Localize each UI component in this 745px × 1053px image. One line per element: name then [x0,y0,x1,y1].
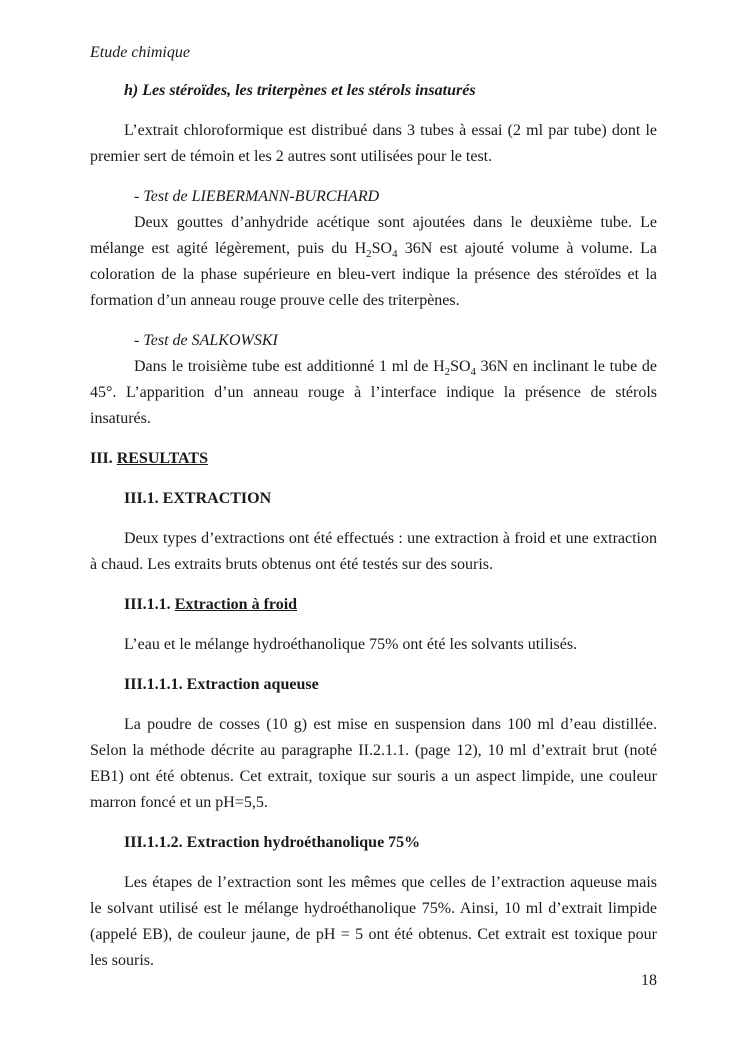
heading-extraction-hydroethanolique: III.1.1.2. Extraction hydroéthanolique 75% [124,834,421,851]
heading-resultats-number: III. [90,450,117,467]
heading-extraction-a-froid-number: III.1.1. [124,596,175,613]
heading-resultats [90,446,657,472]
paragraph-extraction-aqueuse: La poudre de cosses (10 g) est mise en suspension dans 100 ml d’eau distillée. Selon la méthode décrite au paragraphe II.2.1.1. (page 12), 10 ml d’extrait brut (noté EB1) ont été obtenus. Cet extrait, toxique sur souris a un aspect limpide, une couleur marron foncé et un pH=5,5. [90,716,657,811]
heading-extraction-a-froid-title: Extraction à froid [174,596,298,613]
paragraph-solvants-utilises: L’eau et le mélange hydroéthanolique 75% ont été les solvants utilisés. [124,636,578,653]
running-header: Etude chimique [90,44,190,61]
heading-extraction-a-froid [90,592,657,618]
paragraph-test-liebermann: Deux gouttes d’anhydride acétique sont ajoutées dans le deuxième tube. Le mélange est agité légèrement, puis du $H_2SO_4$ 36N est ajouté volume à volume. La coloration de la phase supérieure en bleu-vert indique la présence des stéroïdes et la formation d’un anneau rouge prouve celle des triterpènes. [90,214,657,309]
heading-resultats-title: RESULTATS [116,450,208,467]
paragraph-deux-types-extractions: Deux types d’extractions ont été effectués : une extraction à froid et une extraction à chaud. Les extraits bruts obtenus ont été testés sur des souris. [90,530,657,573]
heading-extraction-aqueuse: III.1.1.1. Extraction aqueuse [124,676,319,693]
page-number: 18 [641,972,657,989]
heading-extraction: III.1. EXTRACTION [124,490,272,507]
paragraph-test-salkowski: Dans le troisième tube est additionné 1 ml de $H_2SO_4$ 36N en inclinant le tube de 45°. L’apparition d’un anneau rouge à l’interface indique la présence de stérols insaturés. [90,358,658,427]
heading-test-salkowski: - Test de SALKOWSKI [134,332,278,349]
paragraph-intro-extrait-chloroformique: L’extrait chloroformique est distribué dans 3 tubes à essai (2 ml par tube) dont le premier sert de témoin et les 2 autres sont utilisées pour le test. [90,122,657,165]
heading-test-liebermann-burchard: - Test de LIEBERMANN-BURCHARD [134,188,380,205]
heading-steroides-triterpenes: h) Les stéroïdes, les triterpènes et les stérols insaturés [124,82,476,99]
paragraph-extraction-hydroethanolique: Les étapes de l’extraction sont les mêmes que celles de l’extraction aqueuse mais le solvant utilisé est le mélange hydroéthanolique 75%. Ainsi, 10 ml d’extrait limpide (appelé EB), de couleur jaune, de pH = 5 ont été obtenus. Cet extrait est toxique pour les souris. [90,874,657,969]
